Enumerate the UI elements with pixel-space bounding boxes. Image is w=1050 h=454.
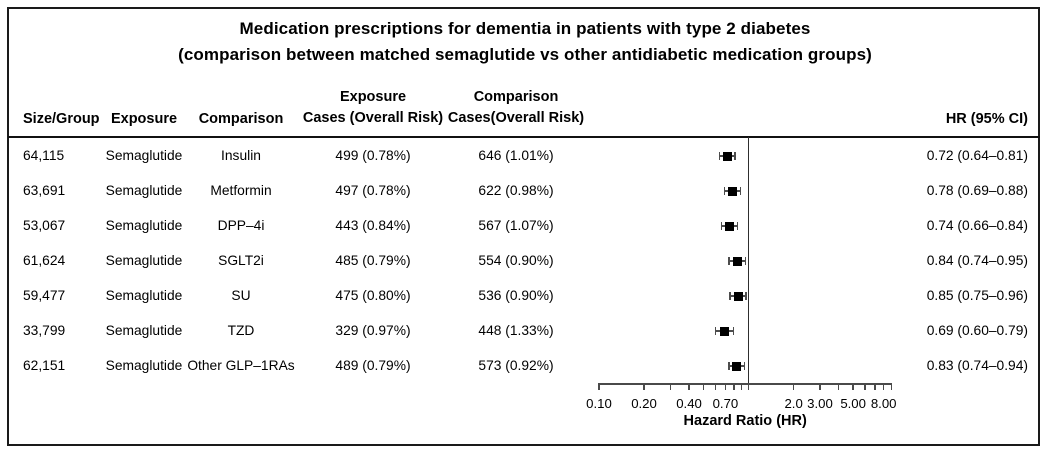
row-size-group: 33,799 bbox=[23, 323, 66, 338]
axis-tick-label: 0.20 bbox=[631, 396, 657, 411]
row-exposure: Semaglutide bbox=[105, 218, 183, 233]
row-exposure-cases: 497 (0.78%) bbox=[335, 183, 411, 198]
row-size-group: 59,477 bbox=[23, 288, 66, 303]
row-size-group: 64,115 bbox=[23, 148, 65, 163]
hr-point-marker bbox=[725, 222, 734, 231]
row-comparison: Insulin bbox=[221, 148, 261, 163]
axis-tick bbox=[715, 384, 716, 390]
axis-tick-label: 5.00 bbox=[840, 396, 866, 411]
row-exposure: Semaglutide bbox=[105, 148, 183, 163]
hr-point-marker bbox=[720, 327, 729, 336]
row-size-group: 62,151 bbox=[23, 358, 66, 373]
row-exposure-cases: 443 (0.84%) bbox=[335, 218, 411, 233]
row-hr-ci: 0.83 (0.74–0.94) bbox=[926, 358, 1028, 373]
row-exposure: Semaglutide bbox=[105, 253, 183, 268]
col-header-exposure-cases-line2: Cases (Overall Risk) bbox=[302, 110, 444, 126]
header-rule bbox=[8, 136, 1040, 138]
axis-tick bbox=[883, 384, 884, 390]
axis-tick-label: 0.10 bbox=[586, 396, 612, 411]
hr-point-marker bbox=[723, 152, 732, 161]
row-comparison-cases: 573 (0.92%) bbox=[478, 358, 554, 373]
ci-cap-low bbox=[724, 187, 726, 195]
axis-tick bbox=[874, 384, 875, 390]
row-comparison: SU bbox=[231, 288, 251, 303]
col-header-exposure: Exposure bbox=[110, 111, 178, 127]
row-comparison-cases: 567 (1.07%) bbox=[478, 218, 554, 233]
axis-tick bbox=[741, 384, 742, 390]
hr-point-marker bbox=[734, 292, 743, 301]
axis-tick bbox=[688, 384, 689, 390]
row-size-group: 61,624 bbox=[23, 253, 66, 268]
row-exposure: Semaglutide bbox=[105, 183, 183, 198]
figure-title-line1: Medication prescriptions for dementia in patients with type 2 diabetes bbox=[239, 19, 811, 38]
axis-tick bbox=[819, 384, 820, 390]
col-header-size-group: Size/Group bbox=[23, 111, 100, 127]
row-exposure: Semaglutide bbox=[105, 358, 183, 373]
axis-tick bbox=[748, 384, 749, 390]
row-exposure: Semaglutide bbox=[105, 323, 183, 338]
col-header-comparison-cases-line1: Comparison bbox=[473, 89, 559, 105]
axis-tick-label: 0.70 bbox=[712, 396, 739, 411]
row-exposure: Semaglutide bbox=[105, 288, 183, 303]
x-axis-title: Hazard Ratio (HR) bbox=[683, 413, 807, 429]
x-axis-line bbox=[598, 383, 892, 385]
ci-cap-low bbox=[728, 257, 730, 265]
row-comparison: TZD bbox=[227, 323, 255, 338]
ci-cap-high bbox=[737, 222, 739, 230]
ci-cap-high bbox=[745, 257, 747, 265]
ci-cap-high bbox=[734, 152, 736, 160]
row-comparison-cases: 536 (0.90%) bbox=[478, 288, 554, 303]
row-exposure-cases: 485 (0.79%) bbox=[335, 253, 411, 268]
ci-cap-low bbox=[728, 362, 730, 370]
row-comparison-cases: 622 (0.98%) bbox=[478, 183, 554, 198]
ci-cap-high bbox=[745, 292, 747, 300]
row-size-group: 53,067 bbox=[23, 218, 66, 233]
axis-tick bbox=[703, 384, 704, 390]
col-header-hr-ci: HR (95% CI) bbox=[945, 111, 1028, 127]
hr-point-marker bbox=[728, 187, 737, 196]
row-exposure-cases: 475 (0.80%) bbox=[335, 288, 411, 303]
axis-tick bbox=[793, 384, 794, 390]
col-header-comparison-cases bbox=[431, 87, 601, 129]
axis-tick bbox=[838, 384, 839, 390]
row-comparison: Metformin bbox=[210, 183, 272, 198]
axis-tick-label: 3.00 bbox=[807, 396, 833, 411]
ci-cap-high bbox=[733, 327, 735, 335]
row-comparison-cases: 448 (1.33%) bbox=[478, 323, 554, 338]
col-header-exposure-cases-line1: Exposure bbox=[339, 89, 407, 105]
row-comparison: DPP–4i bbox=[217, 218, 265, 233]
figure-title-line2: (comparison between matched semaglutide vs other antidiabetic medication groups) bbox=[178, 45, 872, 64]
row-hr-ci: 0.72 (0.64–0.81) bbox=[926, 148, 1028, 163]
axis-tick-label: 8.00 bbox=[870, 396, 897, 411]
axis-tick-label: 2.0 bbox=[784, 396, 803, 411]
ci-cap-high bbox=[744, 362, 746, 370]
row-comparison: Other GLP–1RAs bbox=[187, 358, 295, 373]
row-hr-ci: 0.69 (0.60–0.79) bbox=[926, 323, 1028, 338]
axis-tick bbox=[725, 384, 726, 390]
row-comparison-cases: 646 (1.01%) bbox=[478, 148, 554, 163]
hr-point-marker bbox=[733, 257, 742, 266]
row-comparison: SGLT2i bbox=[218, 253, 264, 268]
axis-tick bbox=[733, 384, 734, 390]
row-hr-ci: 0.84 (0.74–0.95) bbox=[926, 253, 1028, 268]
row-exposure-cases: 329 (0.97%) bbox=[335, 323, 411, 338]
ci-cap-low bbox=[721, 222, 723, 230]
row-comparison-cases: 554 (0.90%) bbox=[478, 253, 554, 268]
axis-tick bbox=[864, 384, 865, 390]
axis-tick bbox=[852, 384, 853, 390]
col-header-comparison-cases-line2: Cases(Overall Risk) bbox=[447, 110, 585, 126]
ci-cap-high bbox=[740, 187, 742, 195]
row-exposure-cases: 489 (0.79%) bbox=[335, 358, 411, 373]
row-exposure-cases: 499 (0.78%) bbox=[335, 148, 411, 163]
col-header-comparison: Comparison bbox=[198, 111, 284, 127]
axis-tick bbox=[891, 384, 892, 390]
row-hr-ci: 0.85 (0.75–0.96) bbox=[926, 288, 1028, 303]
axis-tick bbox=[670, 384, 671, 390]
ci-cap-low bbox=[719, 152, 721, 160]
axis-tick bbox=[643, 384, 644, 390]
ci-cap-low bbox=[729, 292, 731, 300]
row-hr-ci: 0.74 (0.66–0.84) bbox=[926, 218, 1028, 233]
axis-tick bbox=[598, 384, 599, 390]
axis-tick-label: 0.40 bbox=[676, 396, 702, 411]
row-hr-ci: 0.78 (0.69–0.88) bbox=[926, 183, 1028, 198]
row-size-group: 63,691 bbox=[23, 183, 66, 198]
reference-line bbox=[748, 137, 750, 385]
ci-cap-low bbox=[715, 327, 717, 335]
hr-point-marker bbox=[732, 362, 741, 371]
